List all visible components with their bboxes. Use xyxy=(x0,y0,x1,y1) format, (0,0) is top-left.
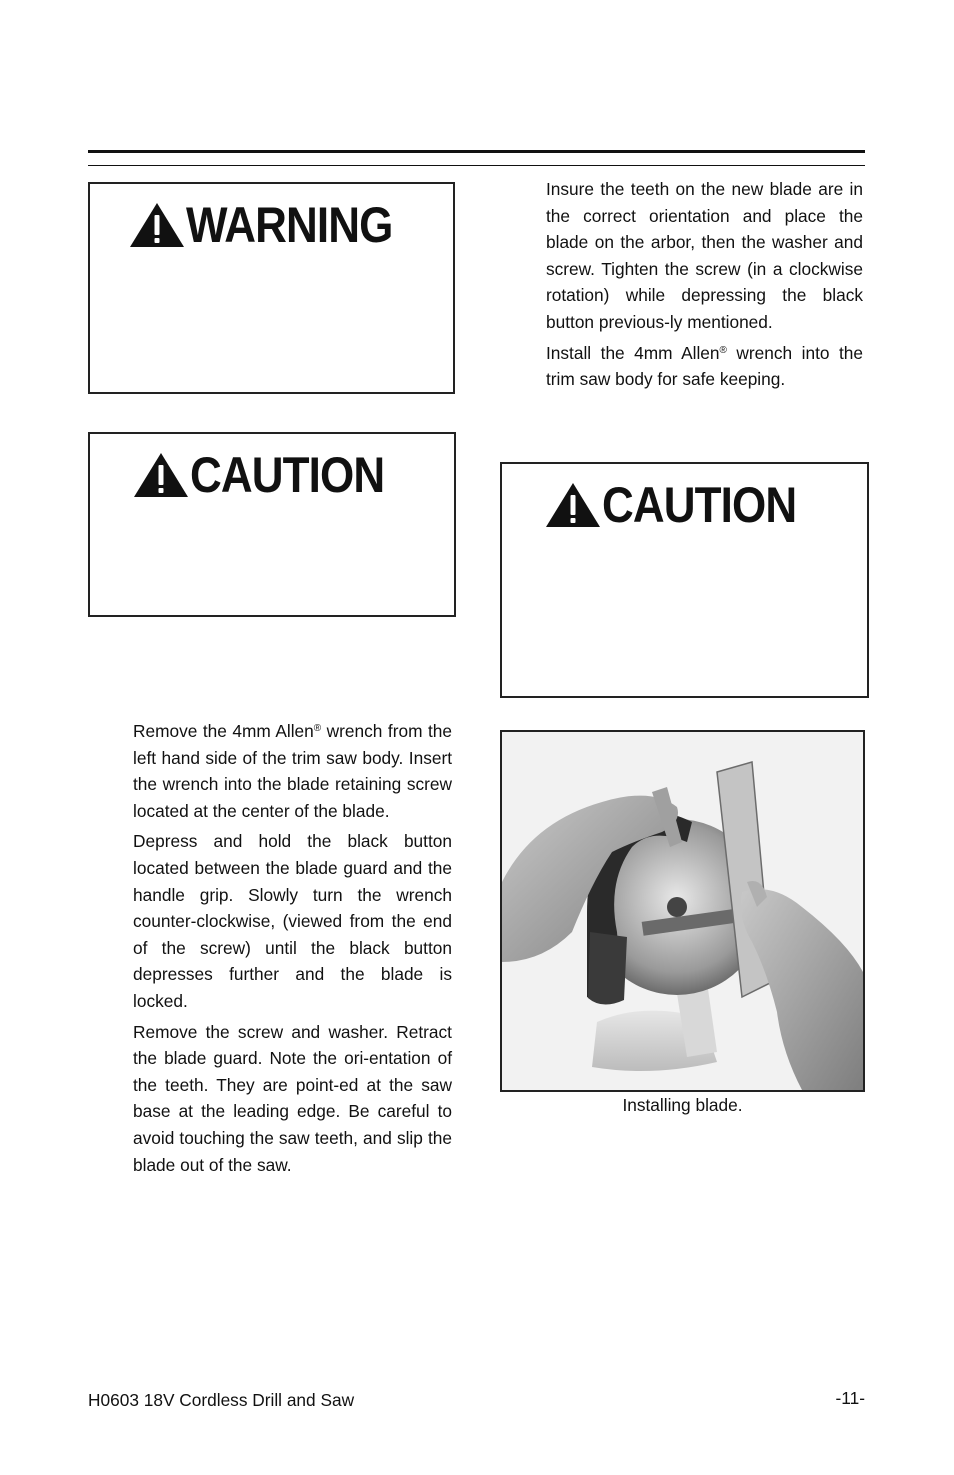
left-column-text xyxy=(133,718,452,1182)
registered-mark: ® xyxy=(313,723,322,734)
warning-triangle-icon xyxy=(128,201,186,249)
allen-prefix: Install the 4mm Allen xyxy=(546,342,720,363)
warning-signal xyxy=(128,197,421,253)
right-paragraph-2 xyxy=(546,340,863,393)
p1-prefix: Remove the 4mm Allen xyxy=(133,721,314,741)
right-column-text xyxy=(546,176,863,397)
caution-label-right: CAUTION xyxy=(602,477,797,533)
caution-box-right xyxy=(500,462,869,698)
caution-signal-right xyxy=(544,477,823,533)
figure-caption: Installing blade. xyxy=(622,1095,743,1115)
right-paragraph-1: Insure the teeth on the new blade are in the correct orientation and place the blade on the arbor, then the washer and screw. Tighten the screw (in a clockwise rotation) while depressing the black button previous-ly mentioned. xyxy=(546,179,863,332)
left-paragraph-3: Remove the screw and washer. Retract the blade guard. Note the ori-entation of the teeth. They are point-ed at the saw base at the leading edge. Be careful to avoid touching the saw teeth, and slip the blade out of the saw. xyxy=(133,1021,452,1175)
installing-blade-photo xyxy=(500,730,865,1092)
header-rule-thick xyxy=(88,150,865,153)
allen-suffix: wrench into the trim saw body for safe keeping. xyxy=(546,342,864,390)
caution-label-left: CAUTION xyxy=(190,447,385,503)
caution-signal-left xyxy=(132,447,411,503)
caution-triangle-icon xyxy=(132,451,190,499)
p1-suffix: wrench from the left hand side of the trim saw body. Insert the wrench into the blade retaining screw located at the center of the blade. xyxy=(133,721,453,821)
left-paragraph-1 xyxy=(133,718,452,824)
warning-box xyxy=(88,182,455,394)
footer-title: H0603 18V Cordless Drill and Saw xyxy=(88,1390,355,1410)
page-number: -11- xyxy=(835,1388,865,1408)
header-rule-thin xyxy=(88,165,865,166)
left-paragraph-2: Depress and hold the black button located between the blade guard and the handle grip. Slowly turn the wrench counter-clockwise, (viewed from the end of the screw) until the black button depresses further and the blade is locked. xyxy=(133,831,452,1011)
registered-mark: ® xyxy=(719,344,727,356)
caution-box-left xyxy=(88,432,456,617)
caution-triangle-icon xyxy=(544,481,602,529)
saw-and-hands-illustration xyxy=(502,732,863,1090)
warning-label: WARNING xyxy=(186,197,393,253)
